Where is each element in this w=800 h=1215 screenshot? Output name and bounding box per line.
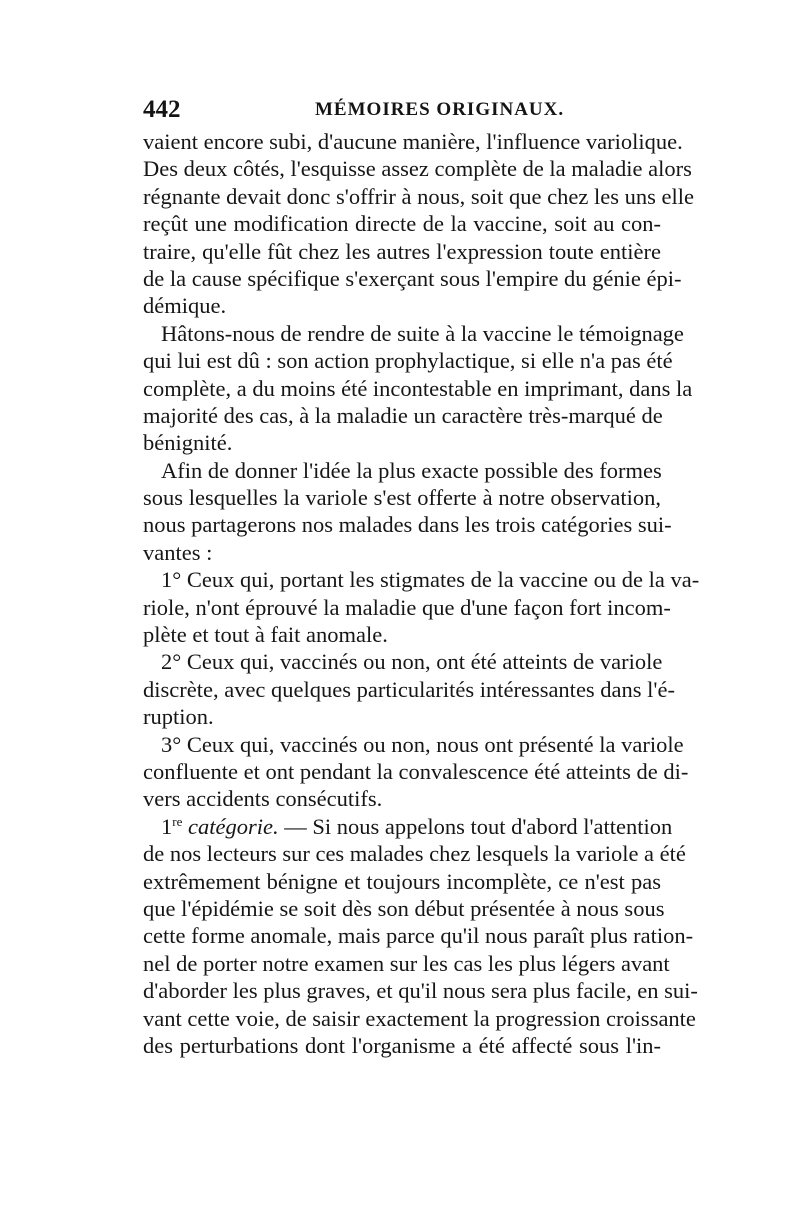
text-line: 3° Ceux qui, vaccinés ou non, nous ont présenté la variole: [161, 731, 684, 757]
text-line: cette forme anomale, mais parce qu'il nous paraît plus ration-: [143, 923, 694, 949]
text-line: vers accidents consécutifs.: [143, 786, 383, 812]
text-line: nous partagerons nos malades dans les trois catégories sui-: [143, 512, 672, 538]
page-number: 442: [143, 96, 181, 123]
text-line: riole, n'ont éprouvé la maladie que d'une façon fort incom-: [143, 594, 671, 620]
text-line: démique.: [143, 293, 227, 319]
text-line: traire, qu'elle fût chez les autres l'expression toute entière: [143, 238, 661, 264]
text-line: vaient encore subi, d'aucune manière, l'influence variolique.: [143, 129, 683, 154]
text-line: reçût une modification directe de la vaccine, soit au con-: [143, 211, 661, 237]
paragraph: [143, 457, 672, 567]
section-lead-text: — Si nous appelons tout d'abord l'attention: [278, 813, 673, 839]
body-text: [143, 128, 700, 1059]
section-heading: catégorie.: [187, 813, 279, 839]
paragraph: [143, 128, 694, 320]
text-line: régnante devait donc s'offrir à nous, soit que chez les uns elle: [143, 183, 694, 209]
text-line: des perturbations dont l'organisme a été affecté sous l'in-: [143, 1032, 661, 1058]
text-line: extrêmement bénigne et toujours incomplète, ce n'est pas: [143, 868, 661, 894]
text-line: vantes :: [143, 539, 213, 565]
running-head: MÉMOIRES ORIGINAUX.: [315, 99, 565, 120]
text-line: qui lui est dû : son action prophylactique, si elle n'a pas été: [143, 348, 673, 374]
text-line: d'aborder les plus graves, et qu'il nous sera plus facile, en sui-: [143, 978, 698, 1004]
list-item-category-1: [143, 566, 700, 648]
text-line: 1° Ceux qui, portant les stigmates de la vaccine ou de la va-: [161, 567, 700, 593]
text-line: confluente et ont pendant la convalescence été atteints de di-: [143, 758, 689, 784]
text-line: complète, a du moins été incontestable en imprimant, dans la: [143, 375, 693, 401]
list-item-category-2: [143, 648, 675, 730]
text-line: vant cette voie, de saisir exactement la progression croissante: [143, 1005, 696, 1031]
section-ordinal-suffix: re: [172, 813, 183, 829]
text-line: ruption.: [143, 704, 214, 730]
text-line: discrète, avec quelques particularités intéressantes dans l'é-: [143, 676, 675, 702]
text-line: plète et tout à fait anomale.: [143, 622, 388, 648]
text-line: Afin de donner l'idée la plus exacte possible des formes: [161, 457, 662, 483]
text-line: Des deux côtés, l'esquisse assez complète de la maladie alors: [143, 156, 692, 182]
section-first-category: [143, 813, 698, 1060]
text-line: majorité des cas, à la maladie un caractère très-marqué de: [143, 402, 663, 428]
paragraph: [143, 320, 693, 457]
text-line: de nos lecteurs sur ces malades chez lesquels la variole a été: [143, 841, 686, 867]
text-line: 2° Ceux qui, vaccinés ou non, ont été atteints de variole: [161, 649, 663, 675]
text-line: que l'épidémie se soit dès son début présentée à nous sous: [143, 895, 665, 921]
section-lead-line: [143, 813, 673, 840]
page-header: [143, 96, 661, 128]
text-line: Hâtons-nous de rendre de suite à la vaccine le témoignage: [161, 320, 684, 346]
text-line: sous lesquelles la variole s'est offerte à notre observation,: [143, 485, 661, 511]
text-line: nel de porter notre examen sur les cas les plus légers avant: [143, 950, 670, 976]
text-line: bénignité.: [143, 430, 233, 456]
section-number: 1: [161, 813, 173, 839]
list-item-category-3: [143, 731, 689, 813]
text-line: de la cause spécifique s'exerçant sous l'empire du génie épi-: [143, 265, 682, 291]
